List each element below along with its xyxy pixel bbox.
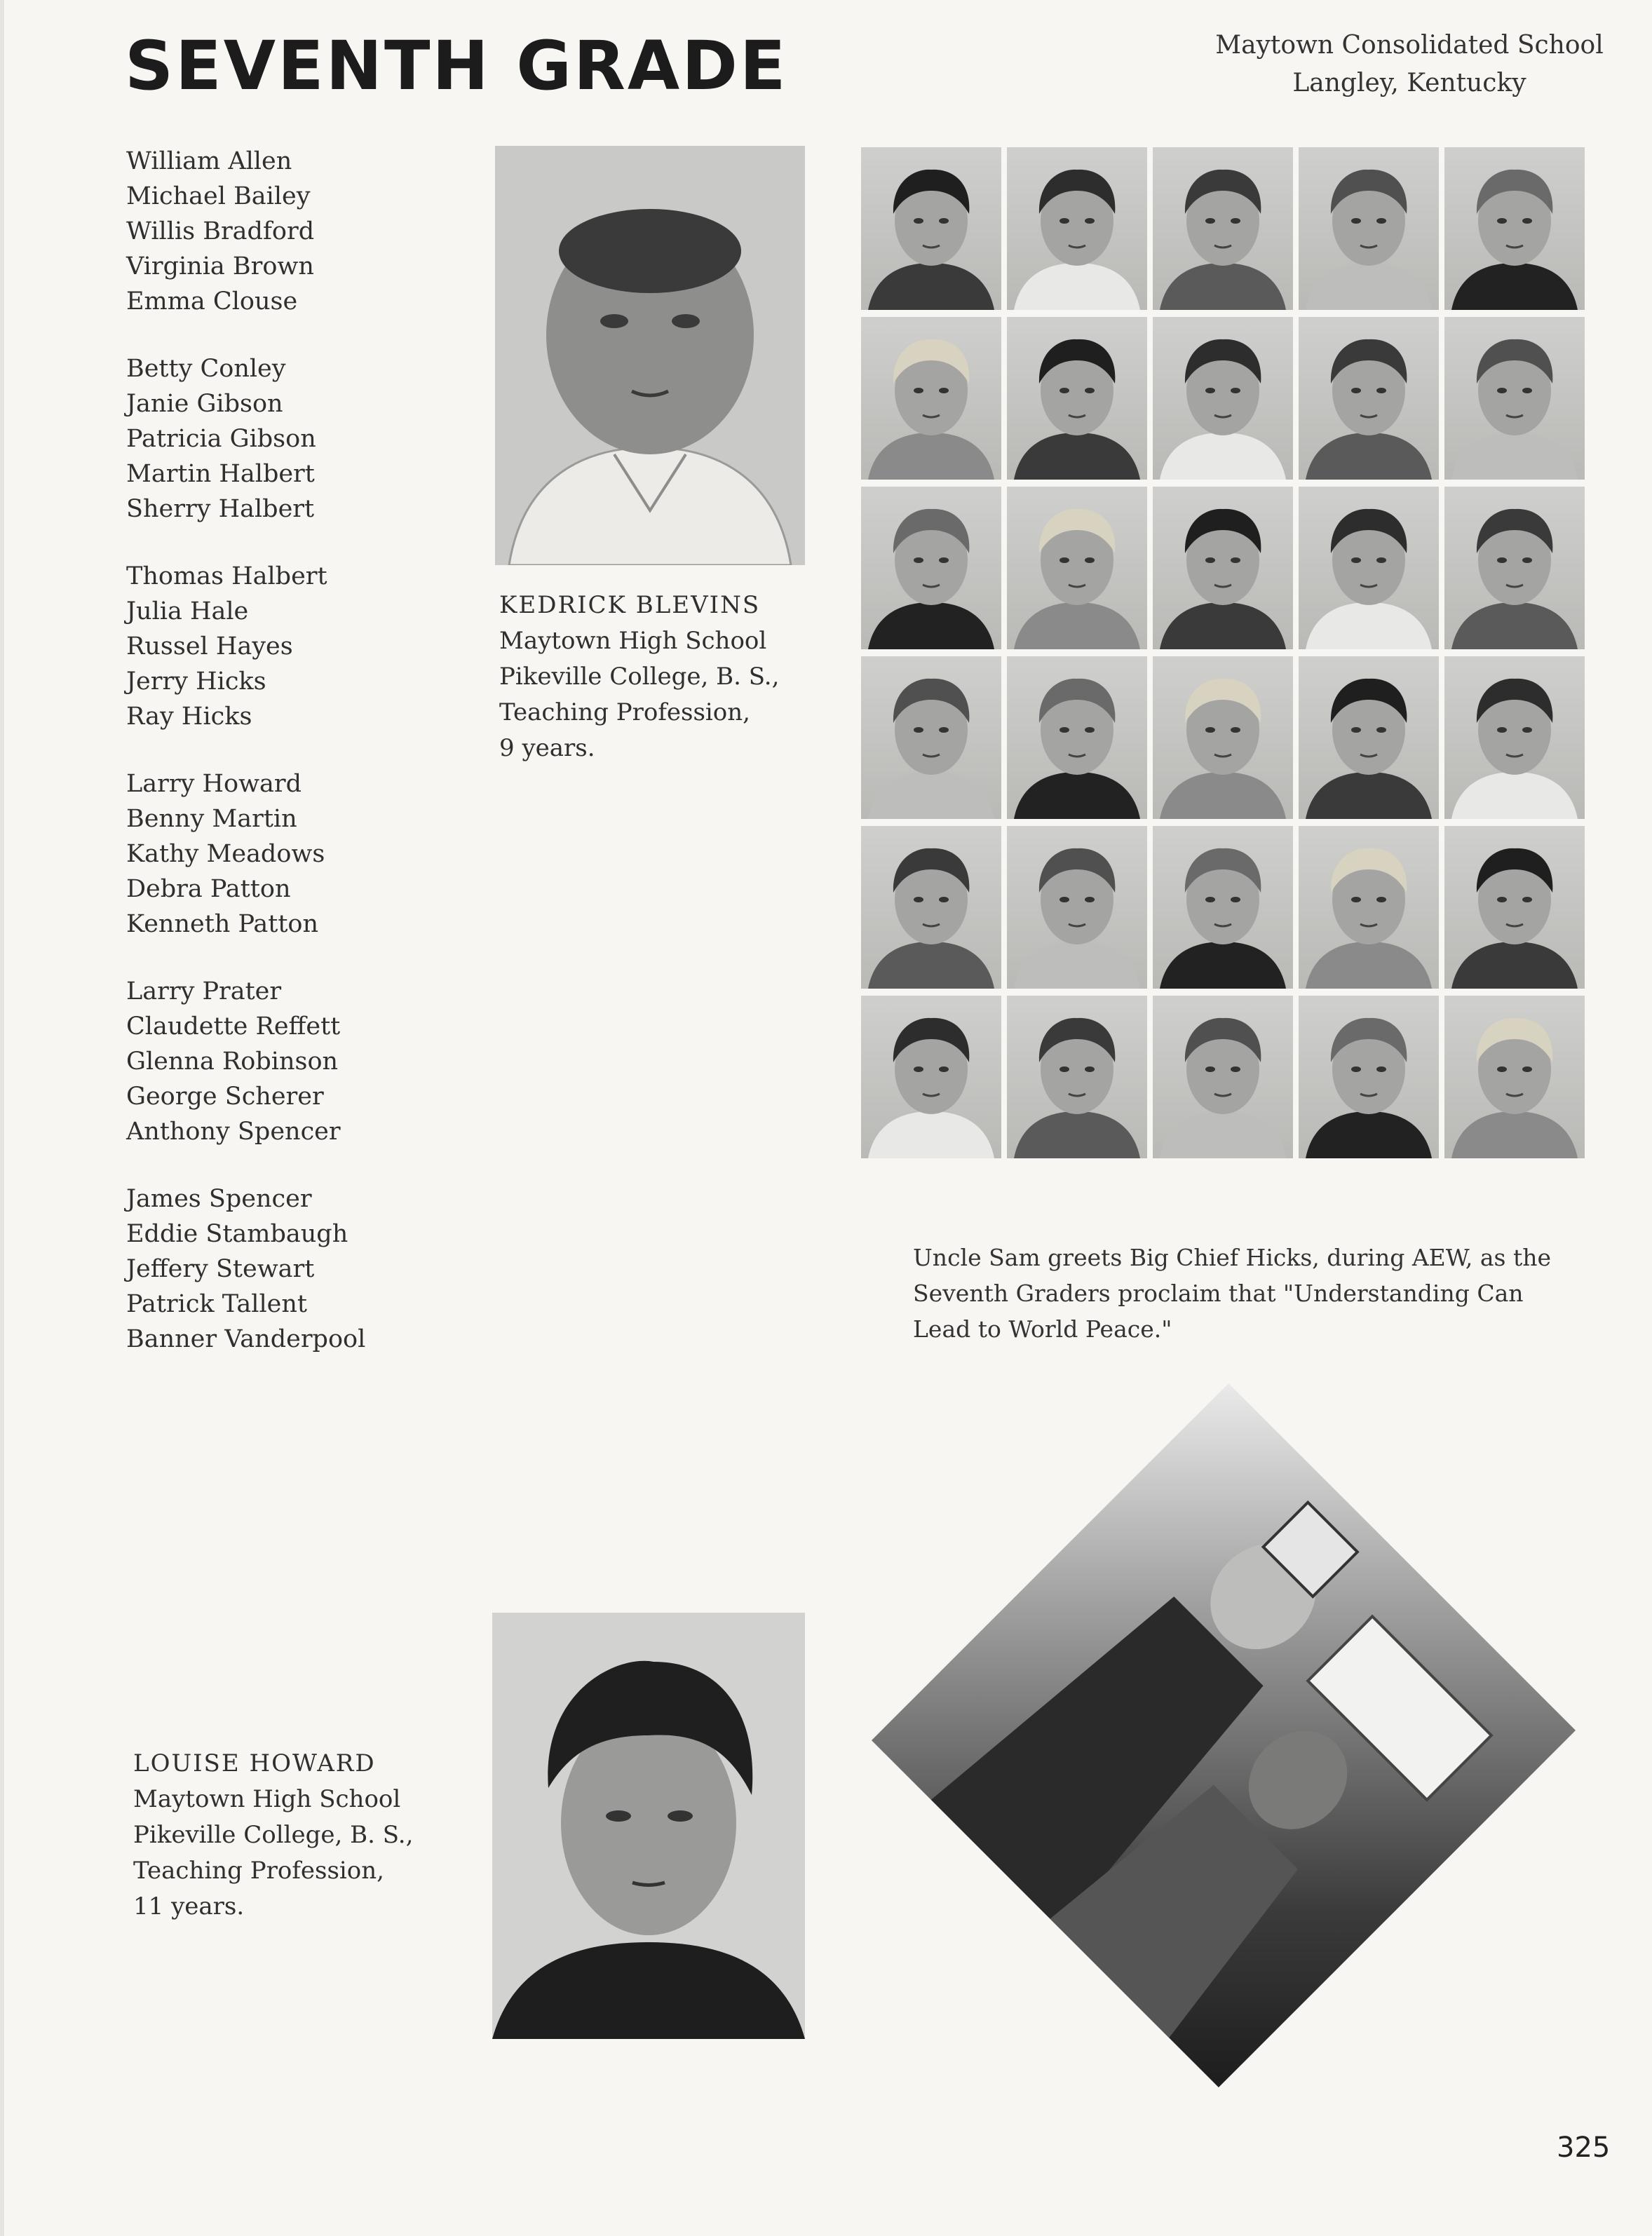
student-photo <box>1153 656 1293 819</box>
student-name: George Scherer <box>126 1083 324 1111</box>
teacher-detail: Teaching Profession, <box>499 698 750 726</box>
student-name: Patrick Tallent <box>126 1290 307 1318</box>
student-name: Thomas Halbert <box>126 562 327 590</box>
student-name: Willis Bradford <box>126 217 315 245</box>
teacher-detail: 9 years. <box>499 734 595 762</box>
student-photo <box>861 317 1001 480</box>
teacher-detail: Maytown High School <box>499 627 767 655</box>
student-name: Russel Hayes <box>126 632 293 660</box>
student-name: Michael Bailey <box>126 182 311 210</box>
roster-group <box>126 144 421 319</box>
student-photo <box>1153 996 1293 1158</box>
student-name: Larry Howard <box>126 770 302 798</box>
student-photo <box>861 487 1001 649</box>
roster-group <box>126 974 421 1149</box>
student-name: Eddie Stambaugh <box>126 1220 348 1248</box>
page-number: 325 <box>1557 2132 1611 2164</box>
student-photo <box>1007 826 1147 989</box>
student-name: Banner Vanderpool <box>126 1325 366 1353</box>
student-photo <box>1299 487 1439 649</box>
student-photo <box>1299 656 1439 819</box>
teacher-info-howard <box>133 1746 413 1925</box>
student-name: Glenna Robinson <box>126 1048 339 1076</box>
page-title: SEVENTH GRADE <box>125 27 788 105</box>
student-name: Ray Hicks <box>126 703 252 731</box>
student-roster <box>126 144 421 1389</box>
student-name: Patricia Gibson <box>126 425 316 453</box>
event-caption: Uncle Sam greets Big Chief Hicks, during AEW, as the Seventh Graders proclaim that "Understanding Can Lead to World Peace." <box>913 1244 1552 1343</box>
student-name: Julia Hale <box>126 597 249 625</box>
roster-group <box>126 559 421 734</box>
student-name: Virginia Brown <box>126 252 314 280</box>
student-photo <box>1444 656 1585 819</box>
student-name: Debra Patton <box>126 875 291 903</box>
student-photo <box>1299 317 1439 480</box>
student-photo <box>1299 996 1439 1158</box>
student-name: Betty Conley <box>126 355 286 383</box>
student-name: William Allen <box>126 147 292 175</box>
teacher-portrait-howard <box>492 1613 805 2039</box>
school-name: Maytown Consolidated School <box>1215 31 1604 60</box>
student-name: Martin Halbert <box>126 460 315 488</box>
roster-group <box>126 351 421 527</box>
student-photo <box>1007 656 1147 819</box>
teacher-detail: Pikeville College, B. S., <box>499 663 780 691</box>
student-name: Anthony Spencer <box>126 1118 341 1146</box>
student-photo <box>1007 487 1147 649</box>
teacher-name: LOUISE HOWARD <box>133 1749 376 1777</box>
student-photo <box>1007 317 1147 480</box>
student-photo <box>1007 147 1147 310</box>
teacher-detail: Maytown High School <box>133 1785 401 1813</box>
student-name: Janie Gibson <box>126 390 283 418</box>
student-photo <box>1444 487 1585 649</box>
roster-group <box>126 766 421 942</box>
student-photo <box>1444 826 1585 989</box>
student-name: Benny Martin <box>126 805 297 833</box>
teacher-portrait-blevins <box>495 146 805 565</box>
student-photo <box>1153 826 1293 989</box>
school-location: Langley, Kentucky <box>1292 69 1526 97</box>
school-header <box>1199 27 1620 102</box>
student-name: Jerry Hicks <box>126 668 266 696</box>
student-name: Sherry Halbert <box>126 495 315 523</box>
student-photo <box>1153 147 1293 310</box>
student-name: Claudette Reffett <box>126 1012 341 1041</box>
student-photo <box>861 996 1001 1158</box>
student-photo <box>1444 996 1585 1158</box>
student-photo <box>1444 317 1585 480</box>
student-photo <box>1299 826 1439 989</box>
student-photo <box>861 656 1001 819</box>
teacher-detail: Pikeville College, B. S., <box>133 1821 414 1849</box>
student-photo <box>1153 317 1293 480</box>
student-photo <box>1007 996 1147 1158</box>
student-name: James Spencer <box>126 1185 312 1213</box>
student-name: Kenneth Patton <box>126 910 319 938</box>
student-photo <box>861 826 1001 989</box>
student-name: Larry Prater <box>126 977 282 1005</box>
teacher-detail: Teaching Profession, <box>133 1857 384 1885</box>
teacher-name: KEDRICK BLEVINS <box>499 591 761 619</box>
student-name: Jeffery Stewart <box>126 1255 315 1283</box>
student-photo <box>1444 147 1585 310</box>
student-photo-grid <box>861 147 1585 1158</box>
student-photo <box>861 147 1001 310</box>
student-name: Emma Clouse <box>126 287 298 316</box>
student-name: Kathy Meadows <box>126 840 325 868</box>
teacher-detail: 11 years. <box>133 1892 245 1920</box>
teacher-info-blevins <box>499 588 779 766</box>
student-photo <box>1299 147 1439 310</box>
student-photo <box>1153 487 1293 649</box>
roster-group <box>126 1181 421 1357</box>
